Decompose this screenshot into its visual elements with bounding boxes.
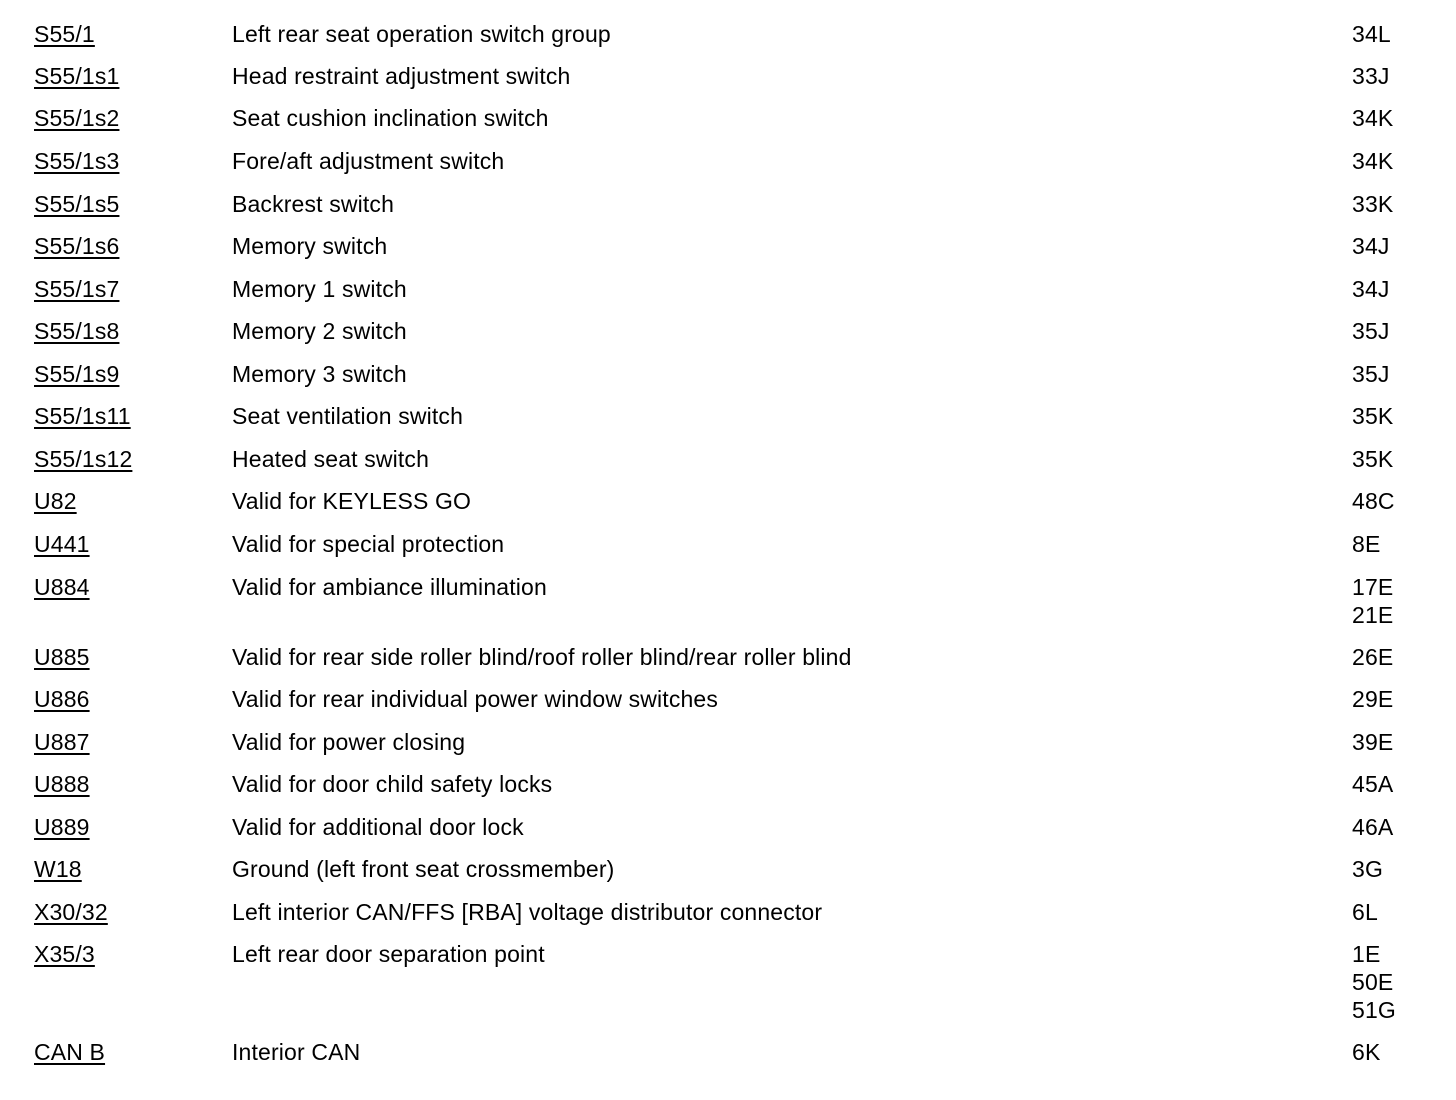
component-description: Seat ventilation switch [232,403,464,429]
grid-reference-list [1352,402,1393,430]
component-description: Valid for rear individual power window switches [232,686,719,712]
grid-reference-list [1352,573,1393,629]
grid-reference-list [1352,317,1390,345]
grid-reference: 33J [1352,63,1390,89]
grid-reference: 29E [1352,686,1394,712]
component-description: Left interior CAN/FFS [RBA] voltage distributor connector [232,899,823,925]
grid-reference: 35J [1352,361,1390,387]
component-description: Valid for KEYLESS GO [232,488,472,514]
component-code-link[interactable]: U889 [34,814,90,840]
grid-reference: 34J [1352,233,1390,259]
component-description: Interior CAN [232,1039,361,1065]
component-code-link[interactable]: S55/1s1 [34,63,120,89]
component-code-link[interactable]: S55/1s3 [34,148,120,174]
component-code-link[interactable]: S55/1s11 [34,403,131,429]
component-code-link[interactable]: U441 [34,531,90,557]
grid-reference: 39E [1352,729,1394,755]
grid-reference-list [1352,855,1383,883]
component-code-link[interactable]: S55/1s8 [34,318,120,344]
grid-reference-list [1352,147,1393,175]
grid-reference: 34K [1352,105,1394,131]
component-description: Memory switch [232,233,388,259]
grid-reference-list [1352,643,1393,671]
component-code-link[interactable]: U886 [34,686,90,712]
component-description: Memory 3 switch [232,361,407,387]
component-code-link[interactable]: U885 [34,644,90,670]
grid-reference-list [1352,530,1380,558]
component-code-link[interactable]: CAN B [34,1039,106,1065]
component-code-link[interactable]: U82 [34,488,77,514]
component-description: Valid for power closing [232,729,466,755]
grid-reference: 34L [1352,21,1391,47]
grid-reference-list [1352,232,1390,260]
grid-reference-list [1352,1038,1380,1066]
component-code-link[interactable]: U888 [34,771,90,797]
component-description: Valid for additional door lock [232,814,524,840]
component-code-link[interactable]: S55/1s6 [34,233,120,259]
grid-reference-list [1352,770,1393,798]
component-description: Memory 2 switch [232,318,407,344]
grid-reference: 34K [1352,148,1394,174]
grid-reference-list [1352,487,1395,515]
grid-reference: 50E [1352,969,1394,995]
component-code-link[interactable]: S55/1s2 [34,105,120,131]
grid-reference-list [1352,813,1393,841]
grid-reference-list [1352,20,1391,48]
grid-reference: 21E [1352,602,1394,628]
component-description: Ground (left front seat crossmember) [232,856,615,882]
component-description: Left rear door separation point [232,941,545,967]
grid-reference: 35J [1352,318,1390,344]
grid-reference: 26E [1352,644,1394,670]
component-code-link[interactable]: S55/1s12 [34,446,133,472]
grid-reference-list [1352,62,1390,90]
grid-reference: 46A [1352,814,1394,840]
grid-reference-list [1352,898,1378,926]
grid-reference: 45A [1352,771,1394,797]
grid-reference: 1E [1352,941,1381,967]
component-code-link[interactable]: U887 [34,729,90,755]
grid-reference-list [1352,728,1393,756]
grid-reference: 35K [1352,446,1394,472]
grid-reference-list [1352,445,1393,473]
grid-reference: 35K [1352,403,1394,429]
component-code-link[interactable]: X35/3 [34,941,95,967]
grid-reference: 6L [1352,899,1378,925]
grid-reference: 51G [1352,997,1396,1023]
grid-reference: 6K [1352,1039,1381,1065]
component-description: Seat cushion inclination switch [232,105,549,131]
component-code-link[interactable]: U884 [34,574,90,600]
grid-reference: 3G [1352,856,1383,882]
grid-reference: 17E [1352,574,1394,600]
grid-reference: 8E [1352,531,1381,557]
component-description: Head restraint adjustment switch [232,63,571,89]
component-description: Fore/aft adjustment switch [232,148,505,174]
grid-reference-list [1352,685,1393,713]
component-code-link[interactable]: S55/1 [34,21,95,47]
component-code-link[interactable]: X30/32 [34,899,108,925]
component-code-link[interactable]: S55/1s7 [34,276,120,302]
component-description: Valid for special protection [232,531,505,557]
component-code-link[interactable]: W18 [34,856,82,882]
component-description: Valid for door child safety locks [232,771,553,797]
grid-reference: 34J [1352,276,1390,302]
component-description: Valid for ambiance illumination [232,574,547,600]
grid-reference-list [1352,940,1396,1024]
grid-reference-list [1352,360,1390,388]
grid-reference: 33K [1352,191,1394,217]
component-description: Valid for rear side roller blind/roof roller blind/rear roller blind [232,644,852,670]
component-description: Memory 1 switch [232,276,407,302]
grid-reference-list [1352,104,1393,132]
component-description: Backrest switch [232,191,395,217]
component-description: Heated seat switch [232,446,430,472]
grid-reference-list [1352,275,1390,303]
component-description: Left rear seat operation switch group [232,21,611,47]
component-code-link[interactable]: S55/1s9 [34,361,120,387]
grid-reference-list [1352,190,1393,218]
component-code-link[interactable]: S55/1s5 [34,191,120,217]
grid-reference: 48C [1352,488,1395,514]
